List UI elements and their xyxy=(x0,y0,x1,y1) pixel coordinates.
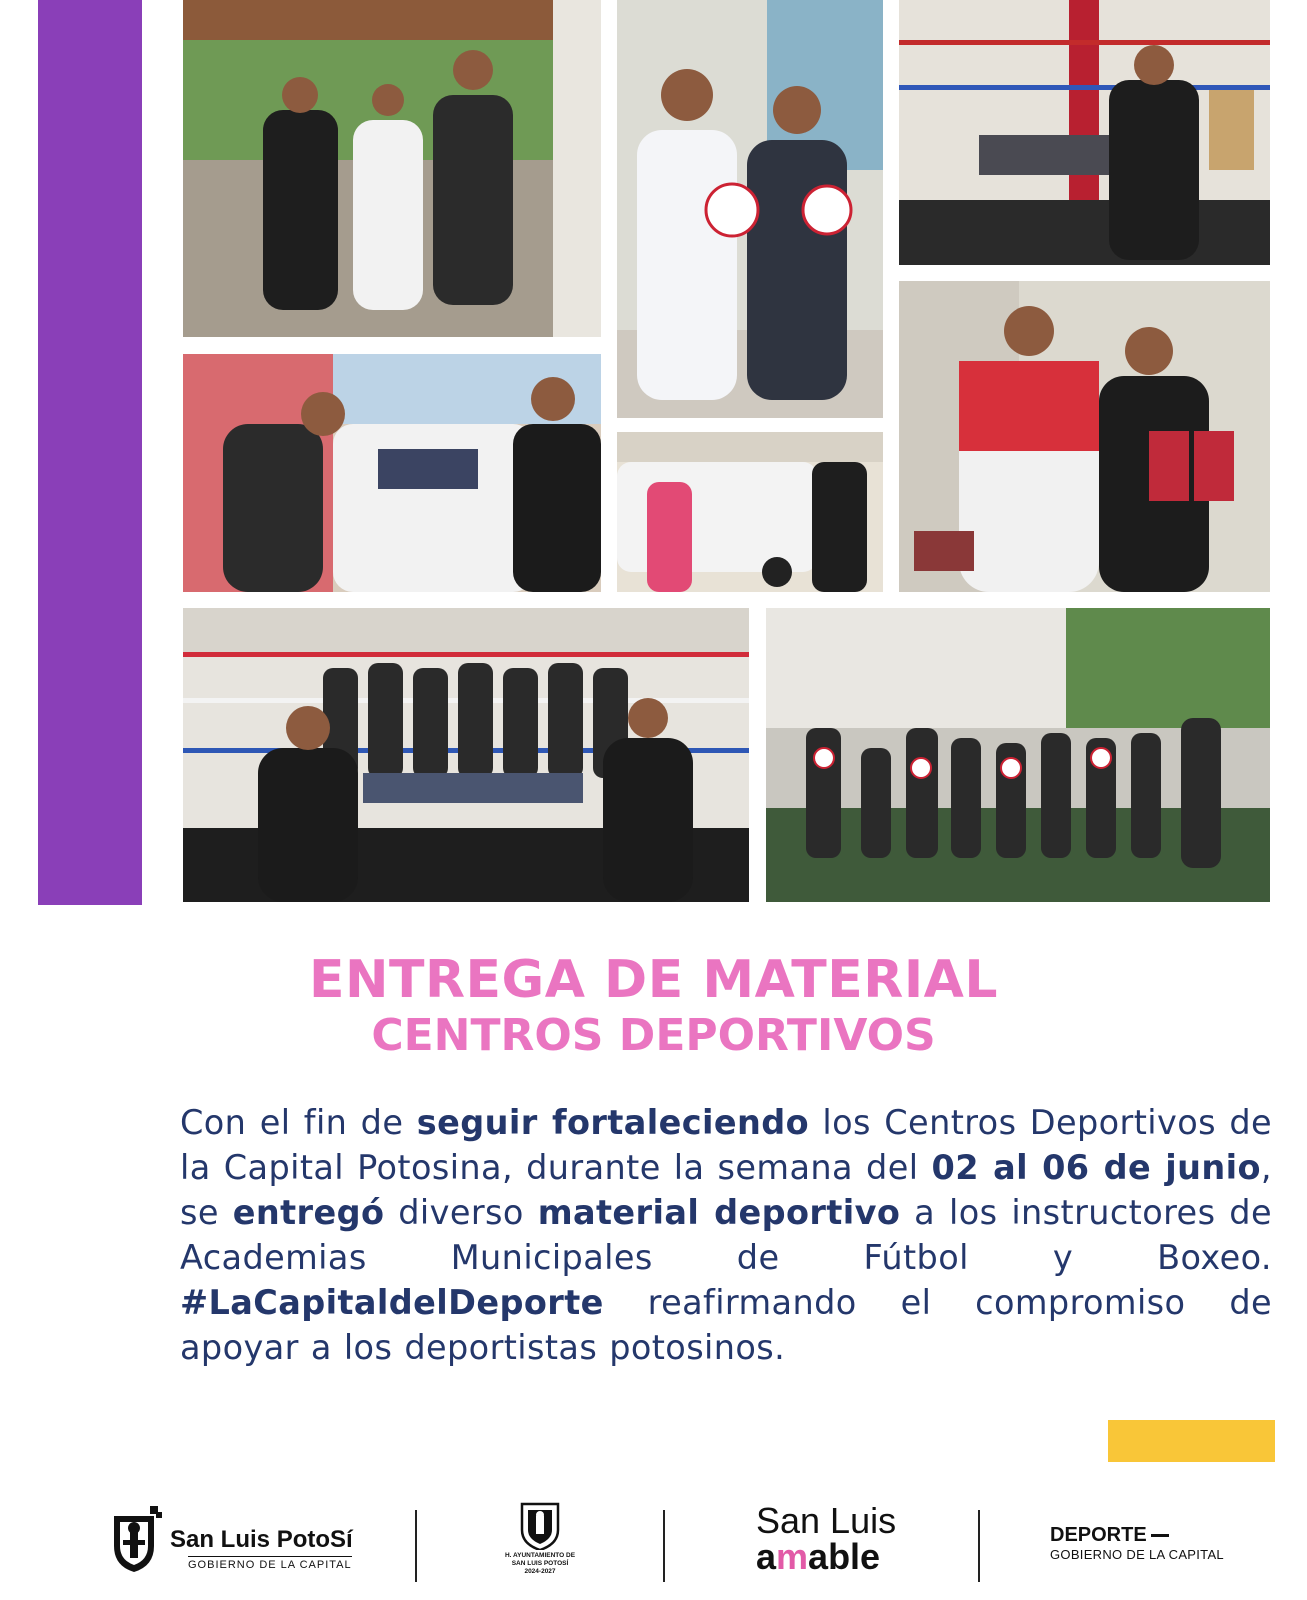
body-text-segment: a los instructores de Academias Municipales de Fútbol y Boxeo. xyxy=(180,1193,1272,1277)
amable-logo-line1: San Luis xyxy=(756,1500,897,1541)
photo-boxing-ring-gloves xyxy=(899,0,1270,265)
body-bold-segment: seguir fortaleciendo xyxy=(416,1103,810,1142)
amable-logo-line2 xyxy=(756,1536,880,1578)
body-text-segment: reafirmando el compromiso de apoyar a los deportistas potosinos. xyxy=(180,1283,1272,1367)
municipal-shield-icon xyxy=(520,1502,560,1550)
san-luis-potosi-logo xyxy=(110,1498,353,1588)
deporte-logo-subtitle: GOBIERNO DE LA CAPITAL xyxy=(1050,1547,1224,1562)
san-luis-amable-logo xyxy=(750,1500,910,1590)
photo-soccer-kids-group xyxy=(766,608,1270,902)
body-date-bold: 02 al 06 de junio xyxy=(931,1148,1261,1187)
ayuntamiento-line2: SAN LUIS POTOSÍ xyxy=(511,1560,569,1567)
body-text-segment: , se xyxy=(180,1148,1272,1232)
body-paragraph xyxy=(180,1100,1272,1370)
footer-divider xyxy=(663,1510,665,1582)
footer-logos xyxy=(0,1490,1307,1590)
footer-divider xyxy=(978,1510,980,1582)
page-title: ENTREGA DE MATERIAL xyxy=(308,950,999,1010)
ayuntamiento-years: 2024-2027 xyxy=(524,1568,556,1575)
purple-accent-bar xyxy=(38,0,142,905)
deporte-title-text: DEPORTE xyxy=(1050,1524,1147,1546)
ayuntamiento-text xyxy=(490,1552,590,1576)
amable-heart-letter: m xyxy=(776,1536,809,1577)
deporte-logo-title xyxy=(1050,1524,1250,1547)
photo-instructors-outdoor xyxy=(183,0,601,337)
photo-office-soccer-balls xyxy=(617,0,883,418)
slp-logo-subtitle: GOBIERNO DE LA CAPITAL xyxy=(188,1556,352,1571)
photo-boxers-gym xyxy=(899,281,1270,592)
ayuntamiento-line1: H. AYUNTAMIENTO DE xyxy=(504,1552,576,1559)
photo-truck-delivery xyxy=(183,354,601,592)
underline-mark xyxy=(1151,1534,1169,1537)
ayuntamiento-logo xyxy=(490,1502,590,1592)
footer-divider xyxy=(415,1510,417,1582)
body-text-segment: Con el fin de xyxy=(180,1103,417,1142)
body-bold-segment: material deportivo xyxy=(537,1193,901,1232)
hashtag-text: #LaCapitaldelDeporte xyxy=(180,1283,604,1322)
slp-logo-title: San Luis PotoSí xyxy=(170,1526,353,1553)
photo-boxing-academy-group xyxy=(183,608,749,902)
body-bold-segment: entregó xyxy=(232,1193,385,1232)
photo-truck-small xyxy=(617,432,883,592)
body-text-segment: diverso xyxy=(384,1193,538,1232)
amable-letters: able xyxy=(808,1536,881,1577)
deporte-logo xyxy=(1050,1524,1250,1562)
amable-letter: a xyxy=(756,1536,777,1577)
body-text-segment: los Centros Deportivos de la Capital Potosina, durante la semana del xyxy=(180,1103,1272,1187)
page-subtitle: CENTROS DEPORTIVOS xyxy=(371,1010,936,1061)
yellow-accent-bar xyxy=(1108,1420,1275,1462)
coat-of-arms-icon xyxy=(110,1506,162,1572)
